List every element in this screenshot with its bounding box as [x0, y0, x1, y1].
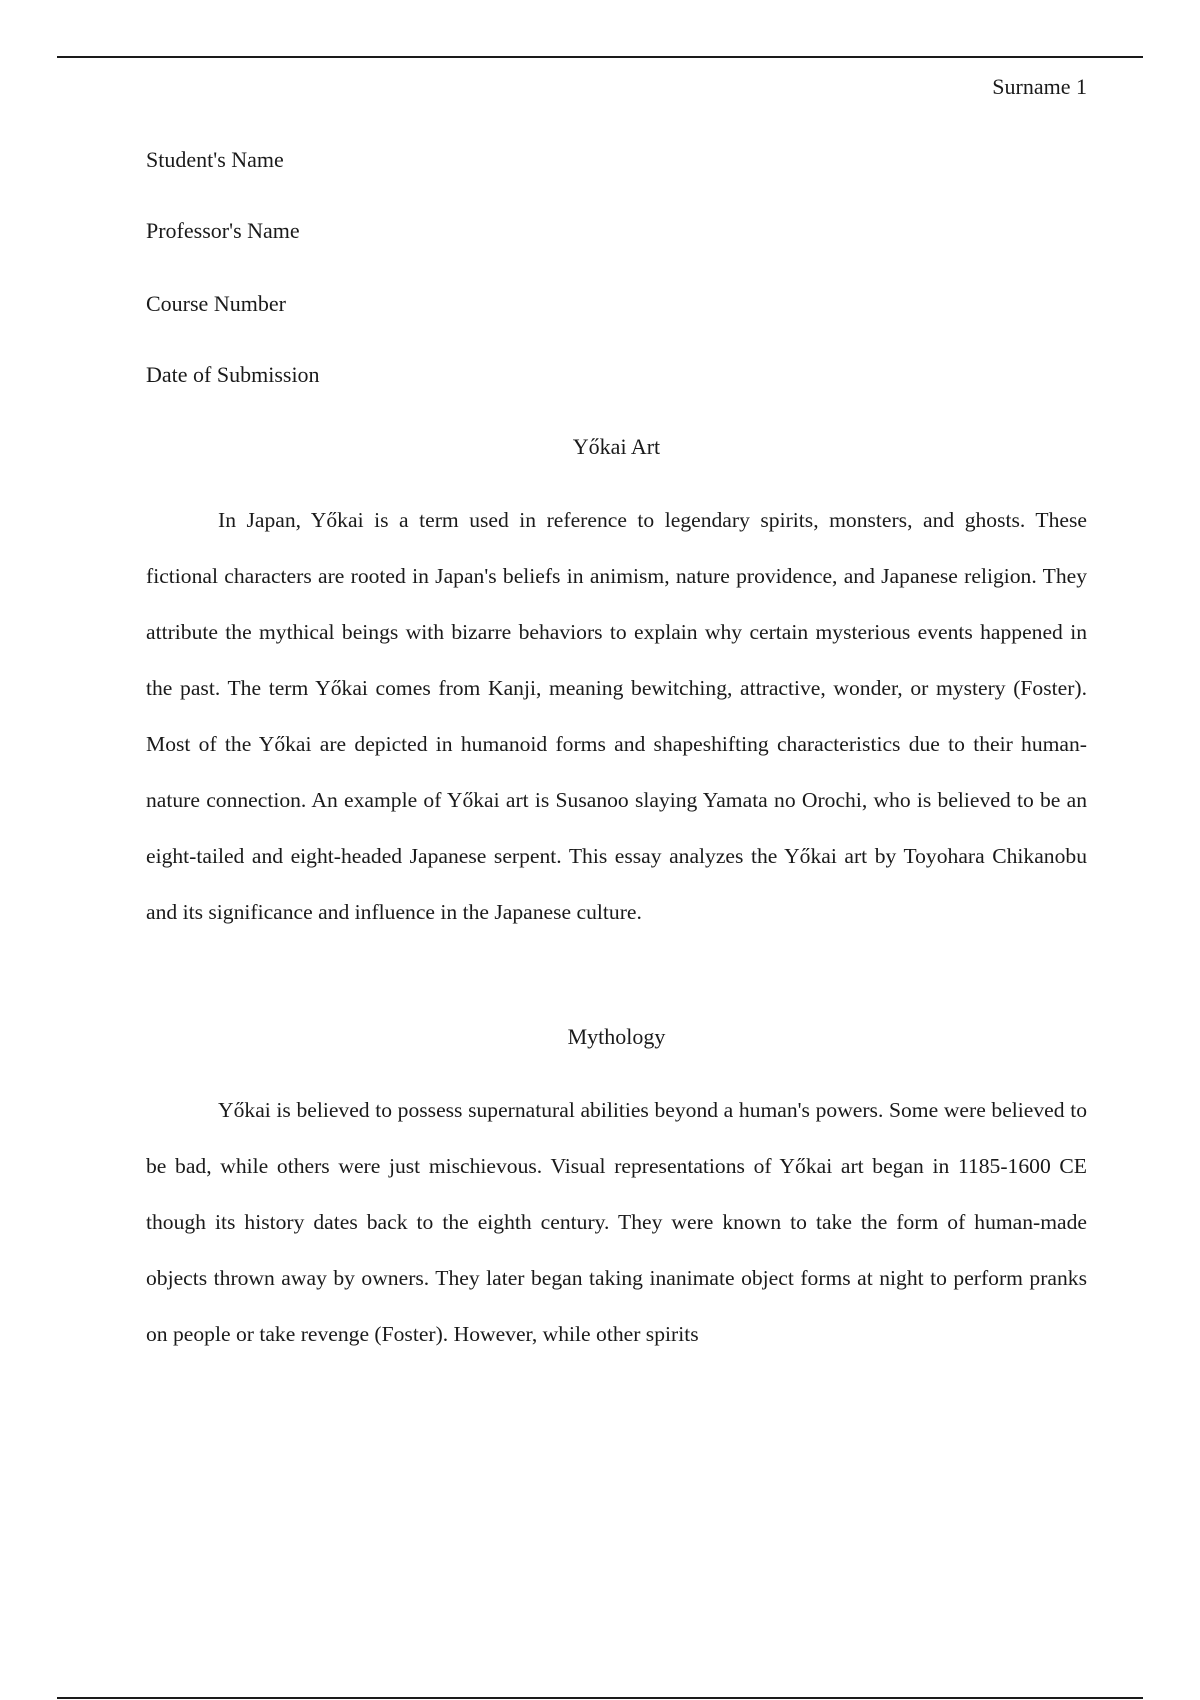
date-of-submission: Date of Submission	[146, 362, 320, 387]
mythology-paragraph: Yőkai is believed to possess supernatural abilities beyond a human's powers. Some were believed to be bad, while others were just mischievous. Visual representations of Yőkai art began in 1185-1600 CE though its history dates back to the eighth century. They were known to take the form of human-made objects thrown away by owners. They later began taking inanimate object forms at night to perform pranks on people or take revenge (Foster). However, while other spirits	[146, 1098, 1087, 1346]
section-heading-mythology: Mythology	[567, 1024, 666, 1049]
student-name: Student's Name	[146, 147, 284, 172]
top-divider	[57, 56, 1143, 58]
professor-name: Professor's Name	[146, 218, 300, 243]
running-header: Surname 1	[992, 74, 1087, 99]
bottom-divider	[57, 1697, 1143, 1699]
essay-title: Yőkai Art	[572, 434, 661, 459]
intro-paragraph: In Japan, Yőkai is a term used in reference to legendary spirits, monsters, and ghosts. These fictional characters are rooted in Japan's beliefs in animism, nature providence, and Japanese religion. They attribute the mythical beings with bizarre behaviors to explain why certain mysterious events happened in the past. The term Yőkai comes from Kanji, meaning bewitching, attractive, wonder, or mystery (Foster). Most of the Yőkai are depicted in humanoid forms and shapeshifting characteristics due to their human-nature connection. An example of Yőkai art is Susanoo slaying Yamata no Orochi, who is believed to be an eight-tailed and eight-headed Japanese serpent. This essay analyzes the Yőkai art by Toyohara Chikanobu and its significance and influence in the Japanese culture.	[146, 508, 1087, 924]
course-number: Course Number	[146, 291, 286, 316]
